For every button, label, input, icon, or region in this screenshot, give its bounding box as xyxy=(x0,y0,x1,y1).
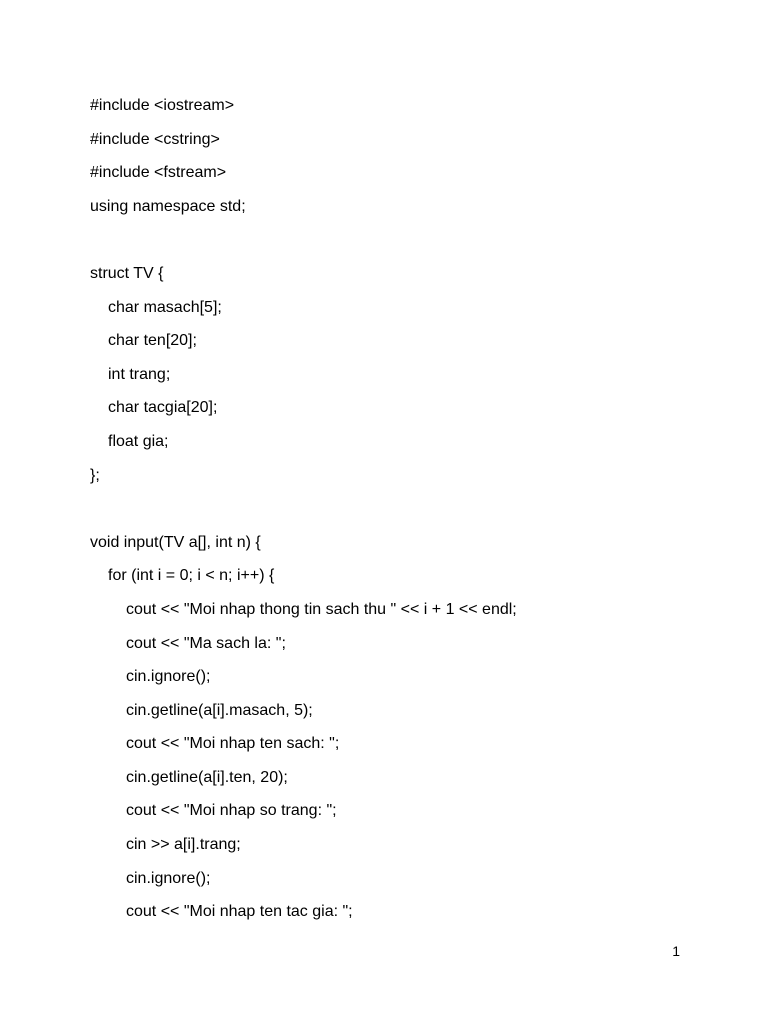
code-block xyxy=(90,95,710,935)
code-line: cin.ignore(); xyxy=(126,668,211,686)
code-line: int trang; xyxy=(108,365,171,383)
code-line: cin >> a[i].trang; xyxy=(126,836,241,854)
code-line: void input(TV a[], int n) { xyxy=(90,533,261,551)
code-line: cin.getline(a[i].masach, 5); xyxy=(126,701,313,719)
blank-line xyxy=(90,498,710,532)
code-line: cout << "Moi nhap ten tac gia: "; xyxy=(126,903,353,921)
code-line: #include <fstream> xyxy=(90,164,227,182)
code-line: float gia; xyxy=(108,432,169,450)
code-line: #include <iostream> xyxy=(90,97,235,114)
code-line: char masach[5]; xyxy=(108,298,222,316)
code-line: struct TV { xyxy=(90,264,164,282)
code-line: cin.ignore(); xyxy=(126,869,211,887)
page-number: 1 xyxy=(672,943,680,959)
code-line: cout << "Moi nhap so trang: "; xyxy=(126,802,337,820)
code-line: cout << "Moi nhap thong tin sach thu " << i + 1 << endl; xyxy=(126,600,517,618)
code-line: using namespace std; xyxy=(90,197,246,215)
code-line: char ten[20]; xyxy=(108,332,197,350)
code-line: for (int i = 0; i < n; i++) { xyxy=(108,567,275,585)
code-line: cin.getline(a[i].ten, 20); xyxy=(126,768,288,786)
code-line: cout << "Moi nhap ten sach: "; xyxy=(126,735,340,753)
code-line: }; xyxy=(90,466,100,484)
code-line: cout << "Ma sach la: "; xyxy=(126,634,286,652)
code-line: char tacgia[20]; xyxy=(108,399,218,417)
code-line: #include <cstring> xyxy=(90,130,220,148)
blank-line xyxy=(90,229,710,263)
